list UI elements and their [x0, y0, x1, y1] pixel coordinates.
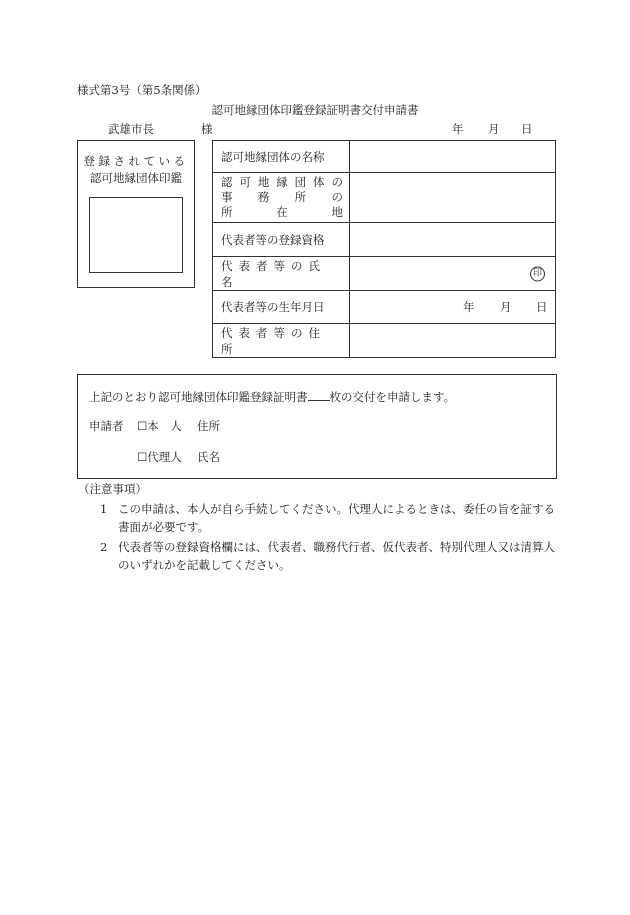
field-group-name[interactable]	[350, 141, 556, 173]
note-item	[78, 538, 558, 574]
row-label: 代表者等の生年月日	[221, 300, 325, 314]
table-row	[213, 223, 556, 257]
row-label: 代表者等の氏名	[221, 258, 326, 289]
statement-text: 上記のとおり認可地縁団体印鑑登録証明書	[89, 390, 308, 404]
label-office-address	[213, 173, 350, 223]
table-row	[213, 324, 556, 358]
note-text: 代表者等の登録資格欄には、代表者、職務代行者、仮代表者、特別代理人又は清算人のいずれかを記載してください。	[118, 540, 555, 572]
date-year-label: 年	[452, 122, 464, 136]
field-representative-address[interactable]	[350, 324, 556, 358]
seal-mark-icon: 印	[530, 266, 545, 281]
birth-day-label: 日	[536, 300, 548, 314]
note-number: 1	[100, 502, 108, 516]
row-label: 認可地縁団体の名称	[221, 149, 325, 164]
checkbox-self[interactable]: ☐本 人	[137, 419, 182, 433]
field-qualification[interactable]	[350, 223, 556, 257]
row-label-line: 認 可 地 縁 団 体 の	[221, 175, 343, 189]
birth-month-label: 月	[500, 300, 512, 314]
table-row	[213, 257, 556, 291]
seal-label-line1: 登録されている	[83, 154, 189, 168]
field-office-address[interactable]	[350, 173, 556, 223]
row-label-line: 所 在 地	[221, 205, 343, 219]
table-row	[213, 291, 556, 324]
checkbox-agent[interactable]: ☐代理人	[137, 450, 182, 464]
label-qualification	[213, 223, 350, 257]
table-row	[213, 141, 556, 173]
notes-title: （注意事項）	[78, 482, 147, 496]
field-representative-name[interactable]	[350, 257, 556, 291]
seal-label-line2: 認可地縁団体印鑑	[90, 171, 182, 185]
row-label-line: 事 務 所 の	[221, 190, 343, 204]
note-number: 2	[100, 540, 108, 554]
row-label: 代表者等の登録資格	[221, 232, 325, 247]
request-box	[77, 374, 557, 479]
applicant-label: 申請者	[89, 419, 124, 433]
seal-stamp-area[interactable]	[89, 197, 183, 273]
seal-box	[77, 140, 195, 288]
date-month-label: 月	[488, 122, 500, 136]
copies-field[interactable]	[308, 390, 330, 401]
statement-text: 枚の交付を申請します。	[329, 390, 456, 404]
form-title: 認可地縁団体印鑑登録証明書交付申請書	[211, 103, 419, 117]
group-info-table	[212, 140, 556, 358]
field-birthdate[interactable]	[350, 291, 556, 324]
addressee: 武雄市長	[108, 122, 154, 136]
label-birthdate	[213, 291, 350, 324]
birth-year-label: 年	[463, 300, 475, 314]
note-text: この申請は、本人が自ら手続してください。代理人によるときは、委任の旨を証する書面が必要です。	[118, 502, 555, 534]
honorific: 様	[201, 122, 213, 136]
note-item	[78, 500, 558, 536]
label-group-name	[213, 141, 350, 173]
label-representative-address	[213, 324, 350, 358]
request-statement	[89, 390, 455, 404]
name-label: 氏名	[197, 450, 220, 464]
date-day-label: 日	[521, 122, 533, 136]
table-row	[213, 173, 556, 223]
label-representative-name	[213, 257, 350, 291]
address-label: 住所	[197, 419, 220, 433]
row-label: 代表者等の住所	[221, 325, 326, 356]
form-number: 様式第3号（第5条関係）	[77, 83, 207, 97]
